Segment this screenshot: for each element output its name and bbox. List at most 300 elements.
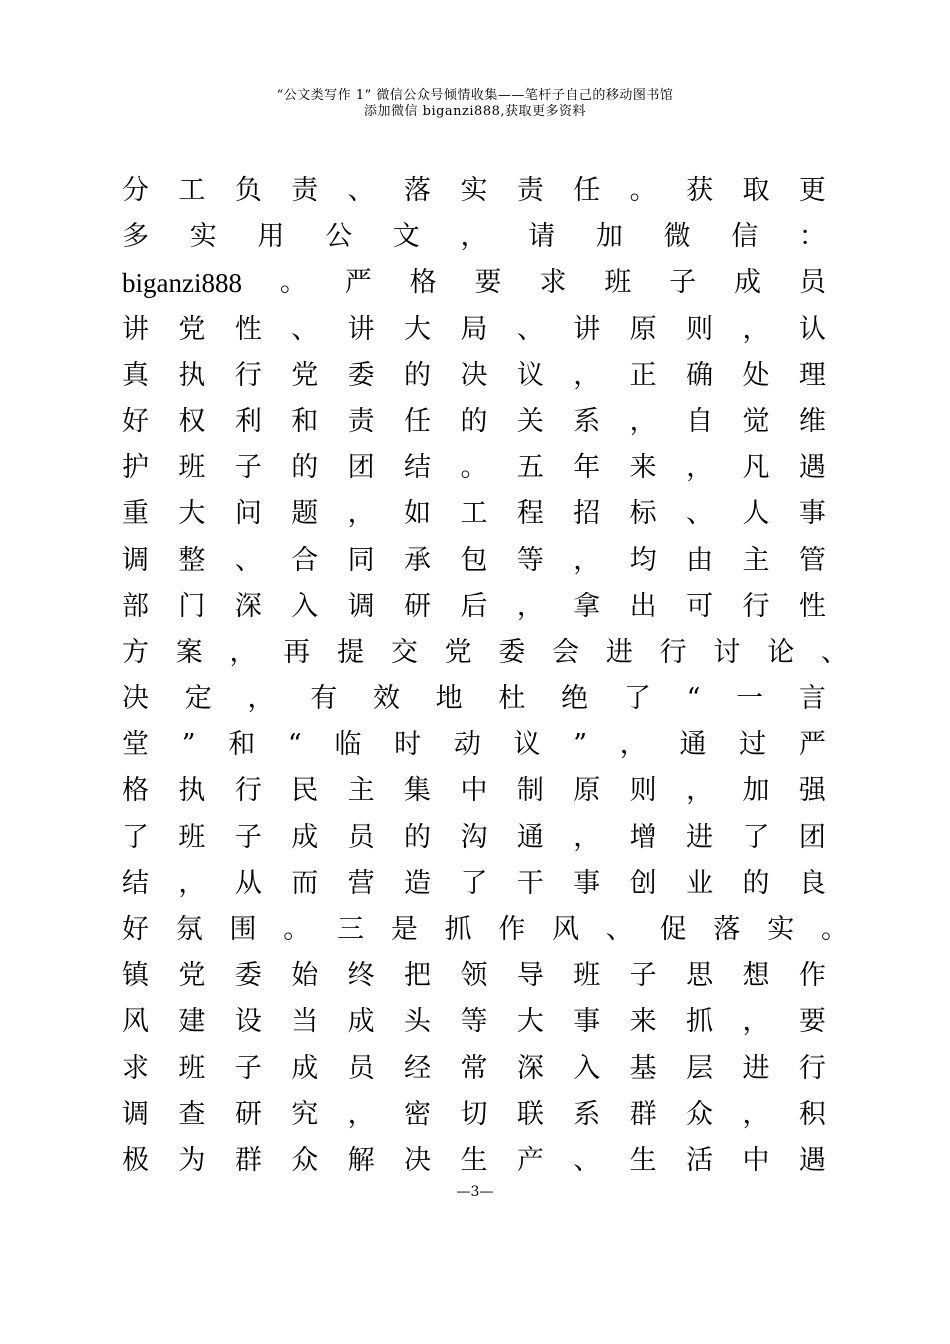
body-char: ， [347, 1098, 375, 1130]
body-text [122, 168, 848, 1184]
body-char: 员 [799, 267, 826, 299]
body-char: 是 [390, 914, 418, 945]
body-char: 想 [742, 960, 770, 992]
body-char: 成 [291, 821, 319, 853]
body-char: 来 [629, 1006, 657, 1038]
body-char: 临 [334, 729, 362, 761]
body-char: 联 [516, 1098, 544, 1130]
body-char: 造 [404, 867, 432, 899]
body-char: 等 [516, 544, 544, 576]
body-char: 团 [798, 821, 826, 853]
body-char: 的 [404, 359, 432, 391]
body-char: 多 [122, 221, 149, 253]
body-char: 时 [394, 729, 422, 761]
body-char: 效 [372, 683, 400, 715]
body-char: ， [629, 405, 657, 437]
body-char: 原 [573, 775, 601, 807]
body-char: ， [573, 359, 601, 391]
body-char: 性 [234, 313, 262, 345]
body-char: 请 [528, 221, 556, 253]
body-char: 实 [189, 221, 217, 253]
body-char: 维 [798, 405, 826, 437]
body-char: ， [516, 590, 544, 622]
body-char: 要 [798, 1006, 826, 1038]
body-char: 和 [291, 405, 319, 437]
body-char: 题 [291, 498, 319, 530]
body-line [122, 815, 826, 861]
body-line [122, 768, 826, 814]
body-char: 结 [404, 452, 432, 484]
body-char: 工 [460, 498, 488, 530]
body-char: 中 [460, 775, 488, 807]
body-char: 查 [178, 1098, 206, 1130]
body-char: 定 [184, 683, 212, 715]
body-char: 责 [347, 405, 375, 437]
body-char: ， [742, 1098, 770, 1130]
body-char: 责 [291, 175, 319, 206]
body-char: 为 [178, 1144, 206, 1176]
body-char: 从 [234, 867, 262, 899]
body-char: 深 [234, 590, 262, 622]
body-char: 格 [122, 775, 149, 807]
body-char: 原 [629, 313, 657, 345]
body-char: 关 [516, 405, 544, 437]
body-char: 积 [798, 1098, 826, 1130]
body-char: 人 [742, 498, 770, 530]
body-char: 理 [798, 359, 826, 391]
body-char: 性 [798, 590, 826, 622]
body-char: 主 [347, 775, 375, 807]
body-char: 事 [573, 1006, 601, 1038]
body-char: 了 [623, 683, 651, 715]
body-char: 密 [404, 1098, 432, 1130]
body-char: 沟 [460, 821, 488, 853]
body-char: ， [573, 544, 601, 576]
body-char: ， [742, 1006, 770, 1038]
body-char: 格 [409, 267, 437, 299]
body-char: 行 [742, 590, 770, 622]
body-char: 更 [798, 175, 826, 206]
body-char: 团 [347, 452, 375, 484]
body-char: 、 [291, 313, 319, 345]
body-char: “ [287, 729, 302, 761]
body-line [122, 1092, 826, 1138]
body-char: 委 [498, 636, 526, 668]
body-char: 则 [629, 775, 657, 807]
body-char: 微 [663, 221, 691, 253]
body-char: 和 [228, 729, 256, 761]
body-char: 遇 [798, 1144, 826, 1176]
body-char: 风 [552, 914, 580, 945]
body-char: 、 [820, 636, 848, 668]
body-char: 言 [798, 683, 826, 715]
body-char: 用 [257, 221, 285, 253]
body-char: 确 [686, 359, 714, 391]
body-char: 程 [516, 498, 544, 530]
body-line [122, 214, 826, 260]
body-char: 决 [404, 1144, 432, 1176]
body-char: 等 [460, 1006, 488, 1038]
body-char: 究 [291, 1098, 319, 1130]
body-char: 子 [669, 267, 697, 299]
body-char: 结 [122, 867, 149, 899]
body-char: 议 [513, 729, 541, 761]
body-char: 严 [798, 729, 826, 761]
body-char: 三 [337, 914, 365, 945]
body-char: 行 [234, 359, 262, 391]
body-line [122, 907, 848, 953]
body-char: 执 [178, 775, 206, 807]
body-char: 由 [686, 544, 714, 576]
body-char: ， [686, 452, 714, 484]
body-char: 、 [605, 914, 633, 945]
body-char: ， [178, 867, 206, 899]
body-char: 负 [234, 175, 262, 206]
body-char: 班 [178, 1052, 206, 1084]
body-char: 取 [742, 175, 770, 206]
body-char: 成 [291, 1052, 319, 1084]
body-char: 如 [404, 498, 432, 530]
body-char: 群 [234, 1144, 262, 1176]
body-char: 门 [178, 590, 206, 622]
body-char: 处 [742, 359, 770, 391]
body-char: 领 [460, 960, 488, 992]
body-char: 经 [404, 1052, 432, 1084]
body-char: 当 [291, 1006, 319, 1038]
body-char: 行 [798, 1052, 826, 1084]
body-char: 地 [435, 683, 463, 715]
body-char: 研 [234, 1098, 262, 1130]
body-char: 议 [516, 359, 544, 391]
body-char: ， [619, 729, 647, 761]
body-char: 班 [178, 821, 206, 853]
body-char: 拿 [573, 590, 601, 622]
body-char: 来 [629, 452, 657, 484]
body-char: ， [347, 498, 375, 530]
body-char: 调 [122, 544, 149, 576]
body-line [122, 260, 826, 306]
page-number: —3— [456, 1184, 494, 1200]
body-char: 部 [122, 590, 149, 622]
body-line [122, 538, 826, 584]
body-char: 加 [742, 775, 770, 807]
body-char: 凡 [742, 452, 770, 484]
body-line [122, 722, 826, 768]
body-char: 行 [234, 775, 262, 807]
body-char: 整 [178, 544, 206, 576]
body-char: 过 [739, 729, 767, 761]
body-char: 案 [175, 636, 203, 668]
body-char: 党 [178, 313, 206, 345]
body-char: 公 [325, 221, 353, 253]
body-char: 实 [767, 914, 795, 945]
body-char: 班 [604, 267, 632, 299]
body-char: 、 [573, 1144, 601, 1176]
body-char: 委 [234, 960, 262, 992]
body-char: 、 [686, 498, 714, 530]
body-char: 分 [122, 175, 149, 206]
body-char: 群 [629, 1098, 657, 1130]
body-char: 遇 [798, 452, 826, 484]
body-char: 再 [283, 636, 311, 668]
body-char: 深 [516, 1052, 544, 1084]
body-char: 交 [390, 636, 418, 668]
body-char: 会 [552, 636, 580, 668]
body-char: 层 [686, 1052, 714, 1084]
body-char: 通 [516, 821, 544, 853]
body-char: 执 [178, 359, 206, 391]
body-char: 氛 [175, 914, 203, 945]
body-line [122, 491, 826, 537]
body-char: 、 [234, 544, 262, 576]
body-char: 大 [516, 1006, 544, 1038]
header-line-2: 添加微信 biganzi888,获取更多资料 [363, 104, 586, 119]
body-char: 认 [798, 313, 826, 345]
body-line [122, 353, 826, 399]
body-char: 党 [291, 359, 319, 391]
body-char: 事 [798, 498, 826, 530]
body-char: 入 [291, 590, 319, 622]
body-char: 党 [444, 636, 472, 668]
body-char: 同 [347, 544, 375, 576]
body-char: 好 [122, 405, 149, 437]
body-char: 进 [605, 636, 633, 668]
body-char: “ [686, 683, 701, 715]
body-line [122, 399, 826, 445]
body-char: 重 [122, 498, 149, 530]
body-char: 任 [404, 405, 432, 437]
body-char: 调 [347, 590, 375, 622]
body-char: 大 [404, 313, 432, 345]
body-char: 大 [178, 498, 206, 530]
body-char: 生 [460, 1144, 488, 1176]
body-line [122, 630, 848, 676]
body-char: 围 [229, 914, 257, 945]
body-char: 镇 [122, 960, 149, 992]
body-char: 一 [736, 683, 764, 715]
body-char: 作 [798, 960, 826, 992]
body-char: 、 [516, 313, 544, 345]
body-char: 班 [178, 452, 206, 484]
body-char: biganzi888 [122, 268, 242, 299]
body-char: 员 [347, 1052, 375, 1084]
body-char: 任 [573, 175, 601, 206]
body-char: 成 [734, 267, 762, 299]
body-char: 的 [291, 452, 319, 484]
body-char: 招 [573, 498, 601, 530]
body-line [122, 307, 826, 353]
body-char: 产 [516, 1144, 544, 1176]
body-char: 活 [686, 1144, 714, 1176]
body-line [122, 1046, 826, 1092]
body-char: 通 [679, 729, 707, 761]
body-char: 标 [629, 498, 657, 530]
body-char: 调 [122, 1098, 149, 1130]
body-char: 子 [629, 960, 657, 992]
body-char: 均 [629, 544, 657, 576]
body-char: 加 [595, 221, 623, 253]
body-line [122, 584, 826, 630]
body-char: 觉 [742, 405, 770, 437]
body-char: 集 [404, 775, 432, 807]
body-char: 利 [234, 405, 262, 437]
body-char: 了 [742, 821, 770, 853]
body-char: 党 [178, 960, 206, 992]
body-char: 主 [742, 544, 770, 576]
body-char: 后 [460, 590, 488, 622]
body-char: 讲 [122, 313, 149, 345]
body-char: 正 [629, 359, 657, 391]
body-char: 营 [347, 867, 375, 899]
body-char: 解 [347, 1144, 375, 1176]
body-char: 。 [279, 267, 307, 299]
body-char: 。 [820, 914, 848, 945]
body-char: 生 [629, 1144, 657, 1176]
body-char: 决 [122, 683, 149, 715]
body-char: 极 [122, 1144, 149, 1176]
body-char: 局 [460, 313, 488, 345]
body-char: 众 [686, 1098, 714, 1130]
body-char: 抓 [686, 1006, 714, 1038]
body-char: 方 [122, 636, 149, 668]
body-char: 。 [629, 175, 657, 206]
body-line [122, 953, 826, 999]
body-char: 员 [347, 821, 375, 853]
body-char: 把 [404, 960, 432, 992]
body-char: ” [573, 729, 588, 761]
body-char: 设 [234, 1006, 262, 1038]
body-char: 可 [686, 590, 714, 622]
body-char: 则 [686, 313, 714, 345]
body-char: 创 [629, 867, 657, 899]
body-char: 讲 [573, 313, 601, 345]
body-char: 班 [573, 960, 601, 992]
body-char: 强 [798, 775, 826, 807]
body-char: 终 [347, 960, 375, 992]
body-char: 思 [686, 960, 714, 992]
body-char: 文 [392, 221, 420, 253]
header-line-1: “公文类写作 1” 微信公众号倾情收集——笔杆子自己的移动图书馆 [276, 88, 674, 103]
body-char: 中 [742, 1144, 770, 1176]
body-char: 抓 [444, 914, 472, 945]
body-char: 头 [404, 1006, 432, 1038]
body-char: 干 [516, 867, 544, 899]
body-char: 求 [122, 1052, 149, 1084]
body-char: 、 [347, 175, 375, 206]
body-char: 决 [460, 359, 488, 391]
body-char: 子 [234, 452, 262, 484]
body-char: 事 [573, 867, 601, 899]
body-char: 好 [122, 914, 149, 945]
body-char: 子 [234, 1052, 262, 1084]
body-char: ， [686, 775, 714, 807]
body-char: 堂 [122, 729, 149, 761]
body-char: 落 [713, 914, 741, 945]
body-char: 工 [178, 175, 206, 206]
body-char: 建 [178, 1006, 206, 1038]
body-char: 风 [122, 1006, 149, 1038]
body-char: 实 [460, 175, 488, 206]
body-char: ， [247, 683, 275, 715]
body-char: 五 [516, 452, 544, 484]
body-char: 真 [122, 359, 149, 391]
body-char: 导 [516, 960, 544, 992]
body-char: 合 [291, 544, 319, 576]
body-char: 包 [460, 544, 488, 576]
body-char: 问 [234, 498, 262, 530]
body-char: 有 [310, 683, 338, 715]
body-char: 始 [291, 960, 319, 992]
body-line [122, 999, 826, 1045]
body-char: 求 [539, 267, 567, 299]
body-char: 制 [516, 775, 544, 807]
body-char: ， [229, 636, 257, 668]
body-line [122, 445, 826, 491]
body-char: 增 [629, 821, 657, 853]
body-line [122, 676, 826, 722]
body-char: 系 [573, 1098, 601, 1130]
body-char: 的 [460, 405, 488, 437]
body-char: ， [742, 313, 770, 345]
body-char: 子 [234, 821, 262, 853]
body-char: 的 [742, 867, 770, 899]
body-char: 众 [291, 1144, 319, 1176]
body-char: 良 [798, 867, 826, 899]
body-char: ， [573, 821, 601, 853]
body-char: ， [460, 221, 488, 253]
body-line [122, 861, 826, 907]
body-char: 出 [629, 590, 657, 622]
body-char: 获 [686, 175, 714, 206]
body-char: 护 [122, 452, 149, 484]
body-char: 严 [344, 267, 372, 299]
body-char: 了 [122, 821, 149, 853]
body-char: 行 [659, 636, 687, 668]
body-char: 信 [731, 221, 759, 253]
body-char: 进 [686, 821, 714, 853]
body-char: 提 [337, 636, 365, 668]
body-char: 自 [686, 405, 714, 437]
body-char: ： [798, 221, 826, 253]
body-char: 促 [659, 914, 687, 945]
body-char: 落 [404, 175, 432, 206]
body-char: 。 [283, 914, 311, 945]
body-char: 基 [629, 1052, 657, 1084]
body-char: 作 [498, 914, 526, 945]
body-char: 系 [573, 405, 601, 437]
body-char: 讨 [713, 636, 741, 668]
body-char: 绝 [561, 683, 589, 715]
body-char: 而 [291, 867, 319, 899]
body-char: 的 [404, 821, 432, 853]
body-line [122, 168, 826, 214]
body-char: 委 [347, 359, 375, 391]
body-char: 入 [573, 1052, 601, 1084]
body-char: 责 [516, 175, 544, 206]
body-char: 研 [404, 590, 432, 622]
body-char: 承 [404, 544, 432, 576]
body-char: 要 [474, 267, 502, 299]
body-char: 权 [178, 405, 206, 437]
body-char: 切 [460, 1098, 488, 1130]
body-char: 讲 [347, 313, 375, 345]
body-char: 成 [347, 1006, 375, 1038]
body-line [122, 1138, 826, 1184]
body-char: 管 [798, 544, 826, 576]
body-char: ” [181, 729, 196, 761]
body-char: 民 [291, 775, 319, 807]
body-char: 业 [686, 867, 714, 899]
